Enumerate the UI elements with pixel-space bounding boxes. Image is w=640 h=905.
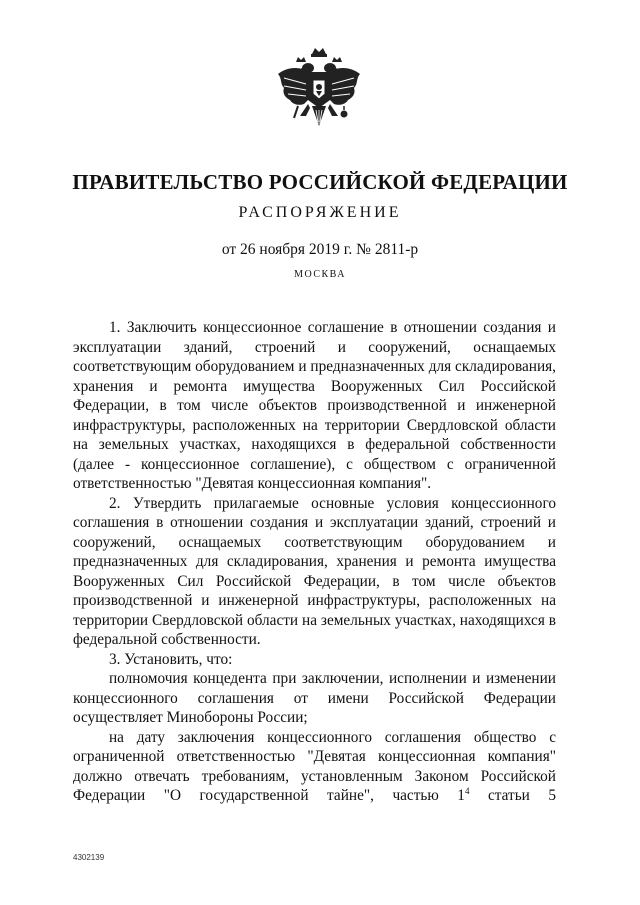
document-city: МОСКВА (294, 269, 346, 280)
paragraph-5 (73, 728, 556, 806)
russian-coat-of-arms-icon (272, 44, 366, 140)
paragraph-3: 3. Установить, что: (109, 650, 233, 668)
paragraph-1: 1. Заключить концессионное соглашение в отношении создания и эксплуатации зданий, строений и сооружений, оснащаемых соответствующим оборудованием и предназначенных для складирования, хранения и ремонта имущества Вооруженных Сил Российской Федерации, в том числе объектов производственной и инженерной инфраструктуры, расположенных на территории Свердловской области на земельных участках, находящихся в федеральной собственности (далее - концессионное соглашение), с обществом с ограниченной ответственностью "Девятая концессионная компания". (73, 319, 556, 492)
document-body (73, 318, 556, 806)
paragraph-5-text: на дату заключения концессионного соглашения общество с ограниченной ответственностью "Девятая концессионная компания" должно отвечать требованиям, установленным Законом Российской Федерации "О государственной тайне", частью 1 (73, 728, 556, 804)
document-date-number: от 26 ноября 2019 г. № 2811-р (221, 241, 419, 258)
document-code: 4302139 (73, 853, 105, 862)
superscript-4: 4 (464, 785, 470, 796)
paragraph-2: 2. Утвердить прилагаемые основные условия концессионного соглашения в отношении создания и эксплуатации зданий, строений и сооружений, оснащаемых соответствующим оборудованием и предназначенных для складирования, хранения и ремонта имущества Вооруженных Сил Российской Федерации, в том числе объектов производственной и инженерной инфраструктуры, расположенных на территории Свердловской области на земельных участках, находящихся в федеральной собственности. (73, 494, 556, 648)
paragraph-5-tail: статьи 5 (469, 787, 557, 804)
government-title: ПРАВИТЕЛЬСТВО РОССИЙСКОЙ ФЕДЕРАЦИИ (72, 170, 568, 194)
paragraph-4: полномочия концедента при заключении, исполнении и изменении концессионного соглашения от имени Российской Федерации осуществляет Минобороны России; (73, 670, 556, 726)
document-type: РАСПОРЯЖЕНИЕ (238, 204, 402, 221)
